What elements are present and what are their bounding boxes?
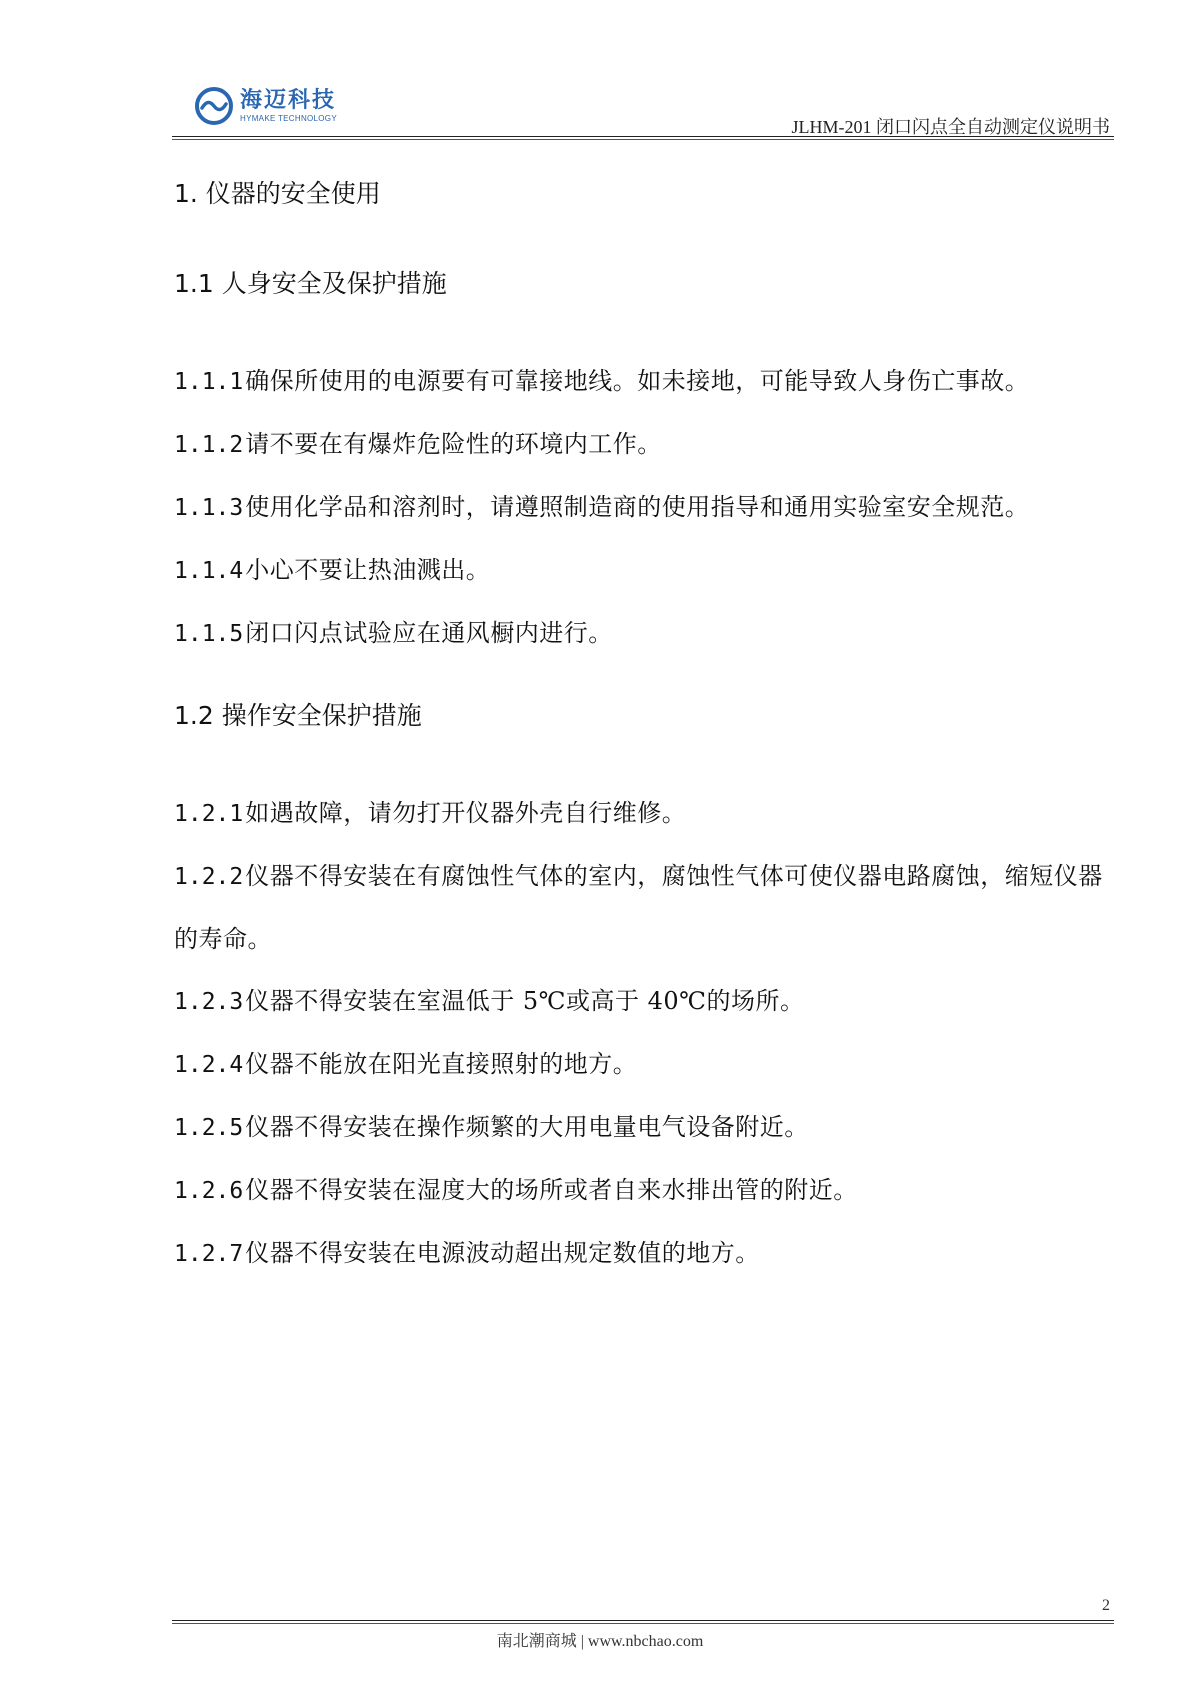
page-content (174, 172, 1124, 1285)
section-heading: 1. 仪器的安全使用 (174, 179, 381, 208)
item-number: 1.1.5 (174, 621, 244, 647)
list-item (174, 782, 1124, 845)
logo-swirl-icon (194, 86, 234, 126)
footer-site-text: 南北潮商城 | www.nbchao.com (496, 1633, 704, 1650)
item-number: 1.1.1 (174, 369, 244, 395)
item-text: 确保所使用的电源要有可靠接地线。如未接地，可能导致人身伤亡事故。 (245, 367, 1030, 395)
company-logo (194, 86, 337, 126)
item-text: 仪器不得安装在电源波动超出规定数值的地方。 (245, 1239, 760, 1267)
item-text: 仪器不能放在阳光直接照射的地方。 (245, 1050, 638, 1078)
item-text: 如遇故障，请勿打开仪器外壳自行维修。 (245, 799, 687, 827)
list-item (174, 1033, 1124, 1096)
item-number: 1.2.1 (174, 801, 244, 827)
item-number: 1.2.5 (174, 1115, 244, 1141)
item-number: 1.2.2 (174, 864, 244, 890)
item-number: 1.2.4 (174, 1052, 244, 1078)
logo-chinese-name: 海迈科技 (240, 87, 337, 113)
footer-divider-thin (172, 1623, 1114, 1624)
item-number: 1.2.6 (174, 1178, 244, 1204)
item-number: 1.1.3 (174, 495, 244, 521)
list-item (174, 413, 1124, 476)
list-item (174, 476, 1124, 539)
item-text: 小心不要让热油溅出。 (245, 556, 491, 584)
item-number: 1.2.7 (174, 1241, 244, 1267)
list-item (174, 602, 1124, 665)
subsection-heading: 1.1 人身安全及保护措施 (174, 269, 447, 298)
subsection-heading: 1.2 操作安全保护措施 (174, 701, 422, 730)
item-number: 1.1.2 (174, 432, 244, 458)
list-item (174, 1222, 1124, 1285)
header-divider-thin (172, 139, 1114, 140)
page-number: 2 (1102, 1597, 1110, 1614)
list-item (174, 970, 1124, 1033)
item-text: 仪器不得安装在室温低于 5℃或高于 40℃的场所。 (245, 987, 805, 1015)
list-item (174, 1096, 1124, 1159)
item-text: 仪器不得安装在湿度大的场所或者自来水排出管的附近。 (245, 1176, 858, 1204)
document-title: JLHM-201 闭口闪点全自动测定仪说明书 (791, 117, 1110, 137)
item-text: 请不要在有爆炸危险性的环境内工作。 (245, 430, 662, 458)
footer-divider (172, 1620, 1114, 1621)
item-text: 仪器不得安装在操作频繁的大用电量电气设备附近。 (245, 1113, 809, 1141)
logo-english-name: HYMAKE TECHNOLOGY (240, 113, 337, 123)
item-number: 1.1.4 (174, 558, 244, 584)
header-divider (172, 136, 1114, 137)
item-number: 1.2.3 (174, 989, 244, 1015)
item-text: 使用化学品和溶剂时，请遵照制造商的使用指导和通用实验室安全规范。 (245, 493, 1030, 521)
item-text: 闭口闪点试验应在通风橱内进行。 (245, 619, 613, 647)
list-item (174, 539, 1124, 602)
item-text: 仪器不得安装在有腐蚀性气体的室内，腐蚀性气体可使仪器电路腐蚀，缩短仪器的寿命。 (174, 862, 1103, 953)
list-item (174, 350, 1124, 413)
list-item (174, 845, 1124, 970)
list-item (174, 1159, 1124, 1222)
